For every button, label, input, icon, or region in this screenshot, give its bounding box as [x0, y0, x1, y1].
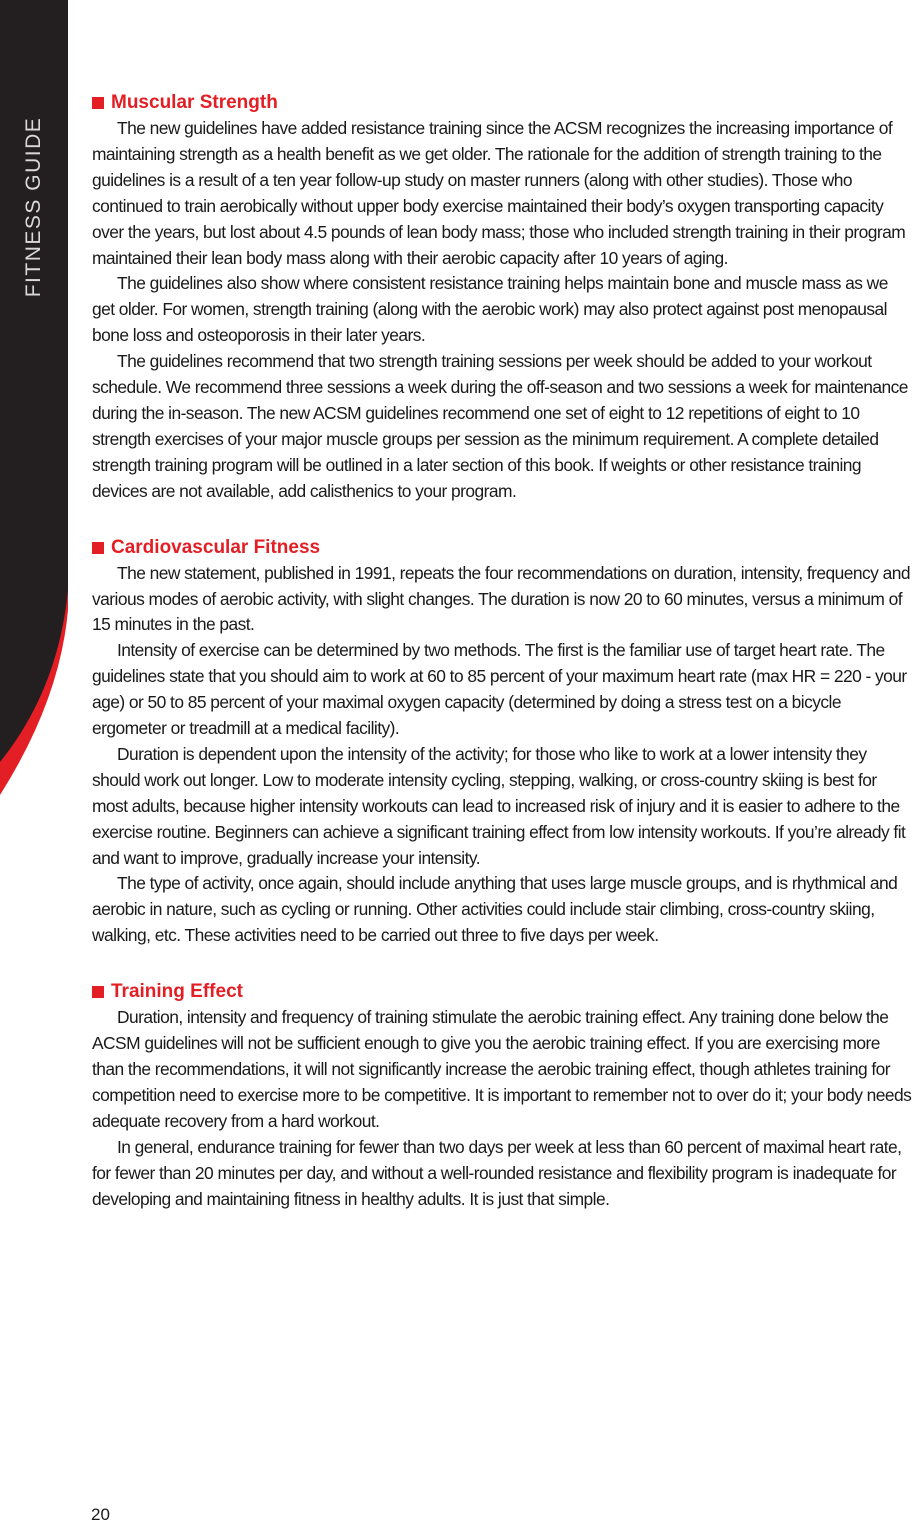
paragraph: Intensity of exercise can be determined by two methods. The first is the familiar use of target heart rate. The guidelines state that you should aim to work at 60 to 85 percent of your maximum heart rate (max HR = 220 - your age) or 50 to 85 percent of your maximal oxygen capacity (determined by doing a stress test on a bicycle ergometer or treadmill at a medical facility). — [92, 640, 907, 739]
paragraph: The guidelines also show where consistent resistance training helps maintain bone and muscle mass as we get older. For women, strength training (along with the aerobic work) may also protect against post menopausal bone loss and osteoporosis in their later years. — [92, 273, 888, 346]
fitness-guide-label: FITNESS GUIDE — [22, 116, 45, 298]
square-bullet-icon — [92, 542, 104, 554]
section-heading-text: Muscular Strength — [111, 92, 278, 113]
paragraph: In general, endurance training for fewer than two days per week at less than 60 percent of maximal heart rate, for fewer than 20 minutes per day, and without a well-rounded resistance and flexibility program is inadequate for developing and maintaining fitness in healthy adults. It is just that simple. — [92, 1136, 902, 1209]
paragraph: Duration, intensity and frequency of training stimulate the aerobic training effect. Any training done below the ACSM guidelines will not be sufficient enough to give you the aerobic training effect. If you are exercising more than the recommendations, it will not significantly increase the aerobic training effect, though athletes training for competition need to exercise more to be competitive. It is important to remember not to over do it; your body needs adequate recovery from a hard workout. — [92, 1007, 912, 1131]
section-muscular-strength — [92, 90, 914, 505]
section-heading-text: Cardiovascular Fitness — [111, 536, 321, 558]
paragraph: The new guidelines have added resistance training since the ACSM recognizes the increasing importance of maintaining strength as a health benefit as we get older. The rationale for the addition of strength training to the guidelines is a result of a ten year follow-up study on master runners (along with other studies). Those who continued to train aerobically without upper body exercise maintained their body’s oxygen transporting capacity over the years, but lost about 4.5 pounds of lean body mass; those who included strength training in their program maintained their lean body mass along with their aerobic capacity after 10 years of aging. — [92, 118, 906, 268]
section-cardiovascular-fitness — [92, 535, 914, 950]
section-heading — [92, 535, 914, 561]
square-bullet-icon — [92, 986, 104, 998]
section-heading — [92, 979, 914, 1005]
section-heading — [92, 90, 914, 116]
paragraph: The type of activity, once again, should include anything that uses large muscle groups, and is rhythmical and aerobic in nature, such as cycling or running. Other activities could include stair climbing, cross-country skiing, walking, etc. These activities need to be carried out three to five days per week. — [92, 873, 898, 946]
paragraph: The guidelines recommend that two strength training sessions per week should be added to your workout schedule. We recommend three sessions a week during the off-season and two sessions a week for maintenance during the in-season. The new ACSM guidelines recommend one set of eight to 12 repetitions of eight to 10 strength exercises of your major muscle groups per session as the minimum requirement. A complete detailed strength training program will be outlined in a later section of this book. If weights or other resistance training devices are not available, add calisthenics to your program. — [92, 351, 908, 501]
page-content — [92, 90, 914, 1242]
section-training-effect — [92, 979, 914, 1212]
square-bullet-icon — [92, 97, 104, 109]
page-number: 20 — [91, 1505, 110, 1524]
section-heading-text: Training Effect — [111, 981, 243, 1003]
side-tab-label — [0, 92, 68, 322]
paragraph: Duration is dependent upon the intensity of the activity; for those who like to work at a lower intensity they should work out longer. Low to moderate intensity cycling, stepping, walking, or cross-country skiing is best for most adults, because higher intensity workouts can lead to increased risk of injury and it is easier to adhere to the exercise routine. Beginners can achieve a significant training effect from low intensity workouts. If you’re already fit and want to improve, gradually increase your intensity. — [92, 743, 906, 868]
paragraph: The new statement, published in 1991, repeats the four recommendations on duration, intensity, frequency and various modes of aerobic activity, with slight changes. The duration is now 20 to 60 minutes, versus a minimum of 15 minutes in the past. — [92, 562, 910, 635]
